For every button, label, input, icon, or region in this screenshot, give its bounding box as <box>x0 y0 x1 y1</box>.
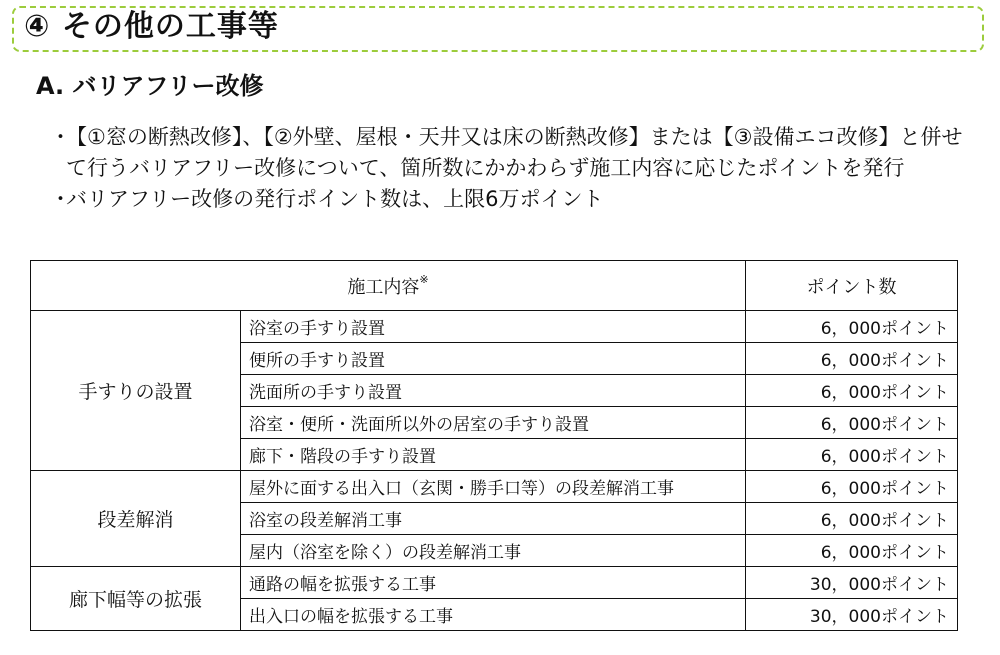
header-points: ポイント数 <box>746 261 958 311</box>
bullet-item <box>50 122 980 184</box>
points-cell: 6，000ポイント <box>746 439 958 471</box>
header-note-mark: ※ <box>419 272 429 286</box>
item-cell: 廊下・階段の手すり設置 <box>241 439 746 471</box>
table-row <box>31 311 958 343</box>
bullet-mark: ・ <box>50 187 71 211</box>
points-cell: 30，000ポイント <box>746 567 958 599</box>
item-cell: 洗面所の手すり設置 <box>241 375 746 407</box>
item-cell: 通路の幅を拡張する工事 <box>241 567 746 599</box>
category-cell: 手すりの設置 <box>31 311 241 471</box>
category-cell: 段差解消 <box>31 471 241 567</box>
bullet-item <box>50 184 980 215</box>
points-table <box>30 260 958 631</box>
points-cell: 6，000ポイント <box>746 343 958 375</box>
item-cell: 浴室・便所・洗面所以外の居室の手すり設置 <box>241 407 746 439</box>
section-heading: A. バリアフリー改修 <box>36 72 264 100</box>
points-cell: 6，000ポイント <box>746 407 958 439</box>
header-content-label: 施工内容 <box>347 276 420 298</box>
category-cell: 廊下幅等の拡張 <box>31 567 241 631</box>
item-cell: 屋外に面する出入口（玄関・勝手口等）の段差解消工事 <box>241 471 746 503</box>
table-row <box>31 567 958 599</box>
table-row <box>31 471 958 503</box>
bullet-text: バリアフリー改修の発行ポイント数は、上限6万ポイント <box>66 187 604 211</box>
points-cell: 30，000ポイント <box>746 599 958 631</box>
item-cell: 出入口の幅を拡張する工事 <box>241 599 746 631</box>
bullet-list <box>50 122 980 215</box>
points-cell: 6，000ポイント <box>746 471 958 503</box>
points-cell: 6，000ポイント <box>746 503 958 535</box>
table-header-row <box>31 261 958 311</box>
bullet-text: 【①窓の断熱改修】、【②外壁、屋根・天井又は床の断熱改修】または【③設備エコ改修】と併せて行うバリアフリー改修について、箇所数にかかわらず施工内容に応じたポイントを発行 <box>66 125 963 180</box>
points-cell: 6，000ポイント <box>746 375 958 407</box>
page-title: ④ その他の工事等 <box>24 9 279 44</box>
points-cell: 6，000ポイント <box>746 311 958 343</box>
header-content <box>31 261 746 311</box>
points-cell: 6，000ポイント <box>746 535 958 567</box>
item-cell: 屋内（浴室を除く）の段差解消工事 <box>241 535 746 567</box>
bullet-mark: ・ <box>50 125 71 149</box>
item-cell: 浴室の手すり設置 <box>241 311 746 343</box>
item-cell: 便所の手すり設置 <box>241 343 746 375</box>
item-cell: 浴室の段差解消工事 <box>241 503 746 535</box>
